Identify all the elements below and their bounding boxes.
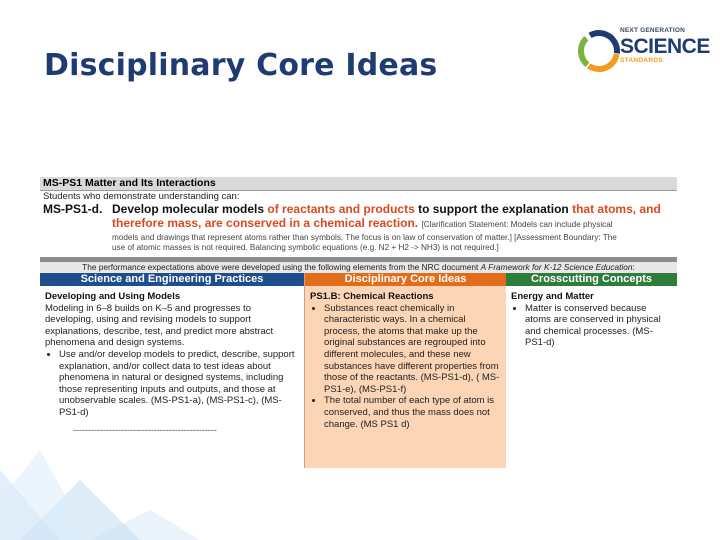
column-body xyxy=(305,286,506,430)
clarification-statement: [Clarification Statement: Models can include physical xyxy=(421,220,613,229)
performance-expectation-code: MS-PS1-d. xyxy=(43,202,103,216)
list-item: • Use and/or develop models to predict, describe, support explanation, and/or collect data to test ideas about phenomena in natural or designed systems, including those representing inputs and outputs, and those at unobservable scales. (MS-PS1-a), (MS-PS1-c), (MS-PS1-d) xyxy=(59,349,300,419)
list-item: • Substances react chemically in characteristic ways. In a chemical process, the atoms that make up the original substances are regrouped into different molecules, and these new substances have different properties from those of the reactants. (MS-PS1-d), ( MS-PS1-e), (MS-PS1-f) xyxy=(324,303,502,396)
column-bullets xyxy=(45,349,300,419)
assessment-details xyxy=(112,233,674,253)
column-heading: Disciplinary Core Ideas xyxy=(305,273,506,286)
list-item: • Matter is conserved because atoms are conserved in physical and chemical processes. (MS-PS1-d) xyxy=(525,303,673,349)
column-bullets xyxy=(310,303,502,431)
ngss-logo-text xyxy=(620,28,710,64)
pe-text-highlight: of reactants and products xyxy=(267,202,415,216)
framework-note-colon: : xyxy=(632,262,635,272)
pe-text-part: Develop molecular models xyxy=(112,202,268,216)
column-intro: Modeling in 6–8 builds on K–5 and progresses to developing, using and revising models to support explanations, describe, test, and predict more abstract phenomena and design systems. xyxy=(45,302,274,349)
decorative-corner-graphic xyxy=(0,410,200,540)
document-header xyxy=(40,177,677,191)
column-crosscutting-concepts xyxy=(506,273,677,468)
detail-line: models and drawings that represent atoms rather than symbols. The focus is on law of conservation of matter.] [Assessment Boundary: The xyxy=(112,233,617,242)
pe-text-highlight: that atoms, and therefore mass, are conserved in a chemical reaction. xyxy=(112,202,661,230)
column-subheading: Energy and Matter xyxy=(511,291,594,302)
logo-line-next-generation: NEXT GENERATION xyxy=(620,27,685,34)
detail-line: use of atomic masses is not required. Balancing symbolic equations (e.g. N2 + H2 -> NH3) is not required.] xyxy=(112,243,499,252)
logo-line-science: SCIENCE xyxy=(620,34,710,58)
slide-title: Disciplinary Core Ideas xyxy=(44,48,438,83)
column-disciplinary-core-ideas xyxy=(304,273,507,468)
framework-note xyxy=(40,262,677,273)
dashed-divider: ------------------------------------------------ xyxy=(73,424,217,435)
pe-text-part: to support the explanation xyxy=(414,202,573,216)
students-statement: Students who demonstrate understanding can: xyxy=(43,191,240,202)
column-heading: Science and Engineering Practices xyxy=(40,273,304,286)
framework-note-title: A Framework for K-12 Science Education xyxy=(480,262,633,272)
column-heading: Crosscutting Concepts xyxy=(506,273,677,286)
performance-expectation-text xyxy=(112,202,674,232)
column-body xyxy=(506,286,677,349)
column-subheading: Developing and Using Models xyxy=(45,291,181,302)
framework-note-text: The performance expectations above were developed using the following elements from the NRC document xyxy=(82,262,481,272)
logo-line-standards: STANDARDS xyxy=(620,56,664,64)
list-item: • The total number of each type of atom is conserved, and thus the mass does not change. (MS PS1 d) xyxy=(324,395,502,430)
column-subheading: PS1.B: Chemical Reactions xyxy=(310,291,434,302)
document-header-title: MS-PS1 Matter and Its Interactions xyxy=(43,177,216,189)
column-bullets xyxy=(511,303,673,349)
